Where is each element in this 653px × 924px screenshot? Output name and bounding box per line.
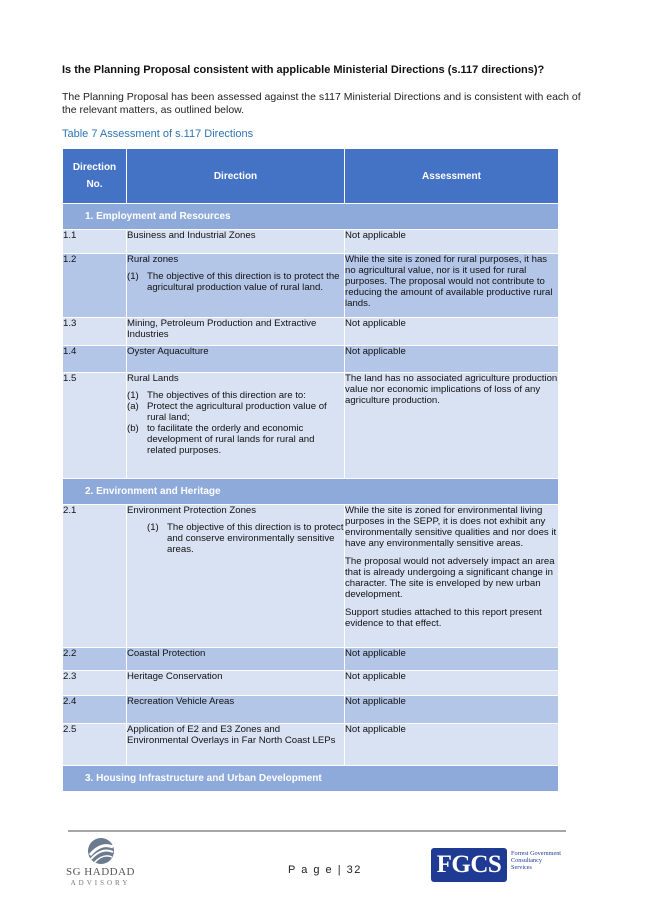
direction-title: Mining, Petroleum Production and Extractive Industries <box>127 318 345 346</box>
header-direction-no <box>63 149 127 204</box>
directions-table <box>62 148 559 792</box>
table-row <box>63 505 559 648</box>
header-no-line1: Direction <box>72 162 117 173</box>
direction-number: 1.3 <box>63 318 127 346</box>
table-caption: Table 7 Assessment of s.117 Directions <box>62 128 254 140</box>
direction-number: 2.4 <box>63 696 127 724</box>
assessment-text: Not applicable <box>345 648 559 671</box>
objective-text: The objective of this direction is to protect and conserve environmentally sensitive areas. <box>167 522 344 555</box>
table-row <box>63 373 559 479</box>
list-marker: (1) <box>127 390 139 401</box>
fgcs-logo <box>431 848 563 882</box>
list-marker: (b) <box>127 423 139 434</box>
section-row <box>63 204 559 230</box>
assessment-text: While the site is zoned for rural purposes, it has no agricultural value, nor is it used for rural purposes. The proposal would not contribute to reducing the amount of available productive rural lands. <box>345 254 559 318</box>
assessment-text: Not applicable <box>345 230 559 254</box>
list-marker: (1) <box>127 271 139 282</box>
objective-item-text: to facilitate the orderly and economic development of rural lands for rural and related purposes. <box>147 423 315 456</box>
direction-title: Heritage Conservation <box>127 671 345 696</box>
direction-number: 1.2 <box>63 254 127 318</box>
direction-title: Environment Protection Zones <box>127 505 257 516</box>
direction-number: 1.4 <box>63 346 127 373</box>
assessment-text: Not applicable <box>345 724 559 766</box>
page-heading: Is the Planning Proposal consistent with applicable Ministerial Directions (s.117 directions)? <box>62 64 545 76</box>
objective-item <box>127 401 344 423</box>
direction-objective <box>127 522 344 555</box>
page-number: P a g e | 32 <box>288 864 362 876</box>
direction-title: Recreation Vehicle Areas <box>127 696 345 724</box>
direction-objective <box>127 390 344 401</box>
direction-number: 2.1 <box>63 505 127 648</box>
assessment-text: Not applicable <box>345 346 559 373</box>
section-row <box>63 479 559 505</box>
assessment-paragraph: Support studies attached to this report present evidence to that effect. <box>345 607 542 629</box>
objective-text: The objective of this direction is to protect the agricultural production value of rural land. <box>147 271 340 293</box>
assessment-paragraph: The proposal would not adversely impact an area that is already undergoing a significant change in character. The site is enveloped by new urban development. <box>345 556 555 600</box>
assessment-text: Not applicable <box>345 671 559 696</box>
sg-haddad-logo <box>58 836 143 888</box>
direction-title: Rural Lands <box>127 373 179 384</box>
assessment-text: Not applicable <box>345 696 559 724</box>
direction-title: Coastal Protection <box>127 648 345 671</box>
section-row <box>63 766 559 792</box>
list-marker: (a) <box>127 401 139 412</box>
table-row <box>63 254 559 318</box>
section-title: 1. Employment and Resources <box>63 204 559 230</box>
direction-title: Oyster Aquaculture <box>127 346 345 373</box>
direction-number: 2.2 <box>63 648 127 671</box>
table-row <box>63 648 559 671</box>
fgcs-logo-subtitle: Forrest Government Consultancy Services <box>511 850 562 871</box>
logo-tagline: ADVISORY <box>70 879 131 887</box>
table-row <box>63 318 559 346</box>
direction-number: 1.5 <box>63 373 127 479</box>
header-no-line2: No. <box>86 179 103 190</box>
table-row <box>63 671 559 696</box>
direction-cell <box>127 505 345 648</box>
table-row <box>63 230 559 254</box>
assessment-text: Not applicable <box>345 318 559 346</box>
intro-paragraph: The Planning Proposal has been assessed against the s117 Ministerial Directions and is consistent with each of the relevant matters, as outlined below. <box>62 91 581 116</box>
direction-cell <box>127 254 345 318</box>
assessment-text: The land has no associated agriculture production value nor economic implications of loss of any agriculture production. <box>345 373 559 479</box>
direction-number: 2.3 <box>63 671 127 696</box>
direction-cell <box>127 373 345 479</box>
direction-title: Business and Industrial Zones <box>127 230 345 254</box>
section-title: 3. Housing Infrastructure and Urban Development <box>63 766 559 792</box>
table-row <box>63 696 559 724</box>
table-row <box>63 724 559 766</box>
direction-number: 1.1 <box>63 230 127 254</box>
header-assessment: Assessment <box>345 149 559 204</box>
objective-item-text: Protect the agricultural production value of rural land; <box>147 401 327 423</box>
globe-icon <box>85 836 117 866</box>
assessment-cell <box>345 505 559 648</box>
logo-name: SG HADDAD <box>66 866 135 878</box>
fgcs-logo-text: FGCS <box>431 848 507 882</box>
footer-divider <box>68 830 566 832</box>
objective-item <box>127 423 344 456</box>
section-title: 2. Environment and Heritage <box>63 479 559 505</box>
direction-number: 2.5 <box>63 724 127 766</box>
direction-title: Application of E2 and E3 Zones and Environmental Overlays in Far North Coast LEPs <box>127 724 345 766</box>
table-header-row <box>63 149 559 204</box>
table-row <box>63 346 559 373</box>
header-direction: Direction <box>127 149 345 204</box>
assessment-paragraph: While the site is zoned for environmental living purposes in the SEPP, it is does not exhibit any environmentally sensitive qualities and nor does it have any environmentally sensitive areas. <box>345 505 557 549</box>
objective-text: The objectives of this direction are to: <box>147 390 306 401</box>
list-marker: (1) <box>147 522 159 533</box>
direction-title: Rural zones <box>127 254 179 265</box>
direction-objective <box>127 271 344 293</box>
